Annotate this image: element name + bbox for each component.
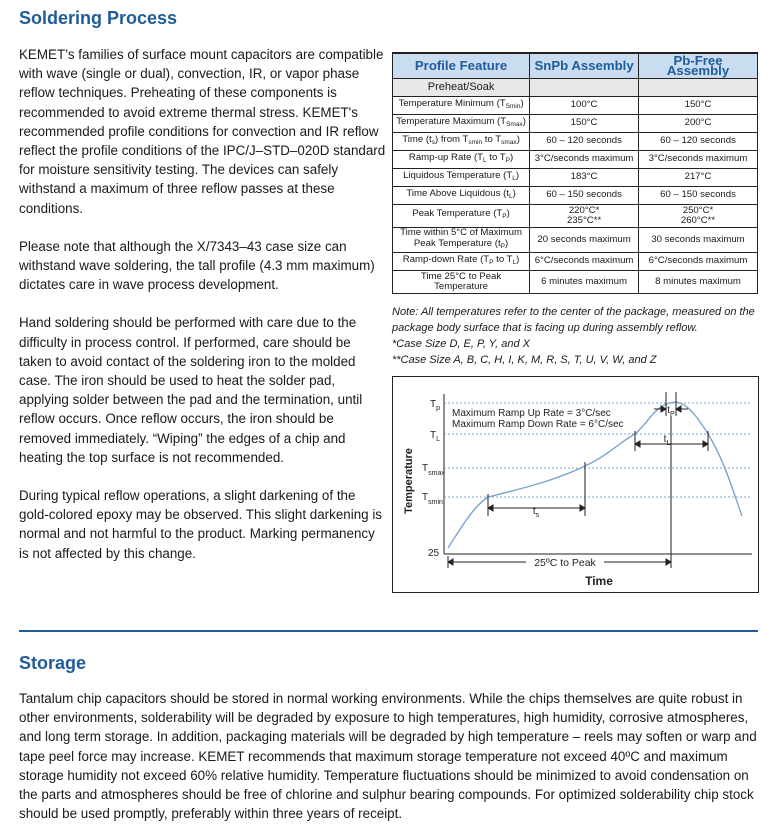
- cell-label: Time $(t_s)$ from $T_{smin}$ to $T_{smax}$): [393, 133, 530, 151]
- cell-snpb: 183°C: [530, 169, 639, 187]
- note-line: **Case Size A, B, C, H, I, K, M, R, S, T, U, V, W, and Z: [392, 354, 657, 366]
- cell-label: Time Above Liquidous $(t_L)$: [393, 187, 530, 205]
- soldering-paragraph: KEMET’s families of surface mount capacitors are compatible with wave (single or dual), convection, IR, or vapor phase reflow techniques. Preheating of these components is recommended to avoid extreme thermal stress. KEMET's recommended profile conditions for convection and IR reflow reflect the profile conditions of the IPC/J–STD–020D standard for moisture sensitivity testing. The devices can safely withstand a maximum of three reflow passes at these conditions.: [19, 47, 386, 216]
- tl-label: $t_L$: [663, 434, 671, 447]
- table-header-row: [393, 53, 758, 79]
- header-profile-feature: Profile Feature: [393, 53, 530, 79]
- section-divider: [19, 630, 758, 632]
- cell-snpb: 60 – 150 seconds: [530, 187, 639, 205]
- cell-pbfree: 60 – 150 seconds: [639, 187, 758, 205]
- cell-snpb: 3°C/seconds maximum: [530, 151, 639, 169]
- cell-label: Temperature Maximum $(T_{Smax})$: [393, 115, 530, 133]
- cell-pbfree: 200°C: [639, 115, 758, 133]
- x-axis-title: Time: [585, 574, 613, 588]
- cell-label: Ramp-up Rate ($T_L$ to $T_P$): [393, 151, 530, 169]
- soldering-text: [19, 45, 387, 582]
- storage-title: Storage: [19, 653, 87, 673]
- cell-label: Ramp-down Rate ($T_P$ to $T_L$): [393, 253, 530, 271]
- tsmax-y-label: $T_{smax}$: [422, 463, 445, 477]
- cell-snpb: 60 – 120 seconds: [530, 133, 639, 151]
- cell-pbfree: 60 – 120 seconds: [639, 133, 758, 151]
- table-row: [393, 205, 758, 228]
- note-line: *Case Size D, E, P, Y, and X: [392, 338, 530, 350]
- cell-label: Peak Temperature $(T_P)$: [393, 205, 530, 228]
- cell-pbfree: 8 minutes maximum: [639, 271, 758, 294]
- cell-pbfree: 217°C: [639, 169, 758, 187]
- preheat-row: [393, 79, 758, 97]
- ramp-down-text: Maximum Ramp Down Rate = 6°C/sec: [452, 419, 624, 430]
- ramp-up-text: Maximum Ramp Up Rate = 3°C/sec: [452, 408, 611, 419]
- cell-pbfree: 250°C* 260°C**: [639, 205, 758, 228]
- tp-y-label: $T_p$: [430, 399, 441, 412]
- preheat-empty: [530, 79, 639, 97]
- cell-snpb: 150°C: [530, 115, 639, 133]
- soldering-title: Soldering Process: [19, 8, 178, 28]
- preheat-label: Preheat/Soak: [393, 79, 530, 97]
- note-line: Note: All temperatures refer to the center of the package, measured on the: [392, 306, 755, 318]
- cell-snpb: 6 minutes maximum: [530, 271, 639, 294]
- storage-paragraph: Tantalum chip capacitors should be stored in normal working environments. While the chips themselves are quite robust in other environments, solderability will be degraded by exposure to high temperatures, high humidity, corrosive atmospheres, and long term storage. In addition, packaging materials will be degraded by high temperature – reels may soften or warp and tape peel force may increase. KEMET recommends that maximum storage temperature not exceed 40ºC and maximum storage humidity not exceed 60% relative humidity. Temperature fluctuations should be minimized to avoid condensation on the parts and atmospheres should be free of chlorine and sulphur bearing compounds. For optimized solderability chip stock should be used promptly, preferably within three years of receipt.: [19, 691, 757, 822]
- table-row: [393, 228, 758, 253]
- cell-snpb: 100°C: [530, 97, 639, 115]
- tl-y-label: $T_L$: [430, 430, 441, 443]
- cell-pbfree: 3°C/seconds maximum: [639, 151, 758, 169]
- header-pbfree: Pb-Free Assembly: [639, 53, 758, 79]
- peak-time-label: 25ºC to Peak: [534, 557, 596, 569]
- header-snpb: SnPb Assembly: [530, 53, 639, 79]
- cell-pbfree: 150°C: [639, 97, 758, 115]
- table-row: [393, 187, 758, 205]
- tp-label: $t_P$: [667, 405, 675, 418]
- ts-label: $t_s$: [532, 506, 540, 519]
- cell-label: Liquidous Temperature $(T_L)$: [393, 169, 530, 187]
- reflow-profile-table: [392, 52, 758, 294]
- t25-y-label: 25: [428, 548, 440, 559]
- cell-label: Time within 5°C of Maximum Peak Temperature $(t_P)$: [393, 228, 530, 253]
- table-row: [393, 253, 758, 271]
- table-row: [393, 133, 758, 151]
- cell-label: Temperature Minimum $(T_{Smin})$: [393, 97, 530, 115]
- note-line: package body surface that is facing up during assembly reflow.: [392, 322, 698, 334]
- cell-snpb: 220°C* 235°C**: [530, 205, 639, 228]
- preheat-empty: [639, 79, 758, 97]
- cell-snpb: 20 seconds maximum: [530, 228, 639, 253]
- table-row: [393, 151, 758, 169]
- soldering-paragraph: Hand soldering should be performed with care due to the difficulty in process control. If performed, care should be taken to avoid contact of the soldering iron to the molded case. The iron should be used to heat the solder pad, applying solder between the pad and the termination, until reflow occurs. Once reflow occurs, the iron should be removed immediately. “Wiping” the edges of a chip and heating the top surface is not recommended.: [19, 315, 363, 465]
- tsmin-y-label: $T_{smin}$: [422, 492, 443, 506]
- table-row: [393, 115, 758, 133]
- table-notes: [392, 304, 762, 368]
- soldering-paragraph: During typical reflow operations, a slight darkening of the gold-colored epoxy may be observed. This slight darkening is normal and not harmful to the product. Marking permanency is not affected by this change.: [19, 488, 382, 561]
- cell-label: Time 25°C to Peak Temperature: [393, 271, 530, 294]
- table-row: [393, 271, 758, 294]
- cell-pbfree: 30 seconds maximum: [639, 228, 758, 253]
- cell-snpb: 6°C/seconds maximum: [530, 253, 639, 271]
- table-row: [393, 97, 758, 115]
- cell-pbfree: 6°C/seconds maximum: [639, 253, 758, 271]
- reflow-profile-graph: [392, 376, 760, 594]
- y-axis-title: Temperature: [403, 448, 415, 514]
- table-row: [393, 169, 758, 187]
- soldering-paragraph: Please note that although the X/7343–43 case size can withstand wave soldering, the tall profile (4.3 mm maximum) dictates care in wave process development.: [19, 238, 375, 293]
